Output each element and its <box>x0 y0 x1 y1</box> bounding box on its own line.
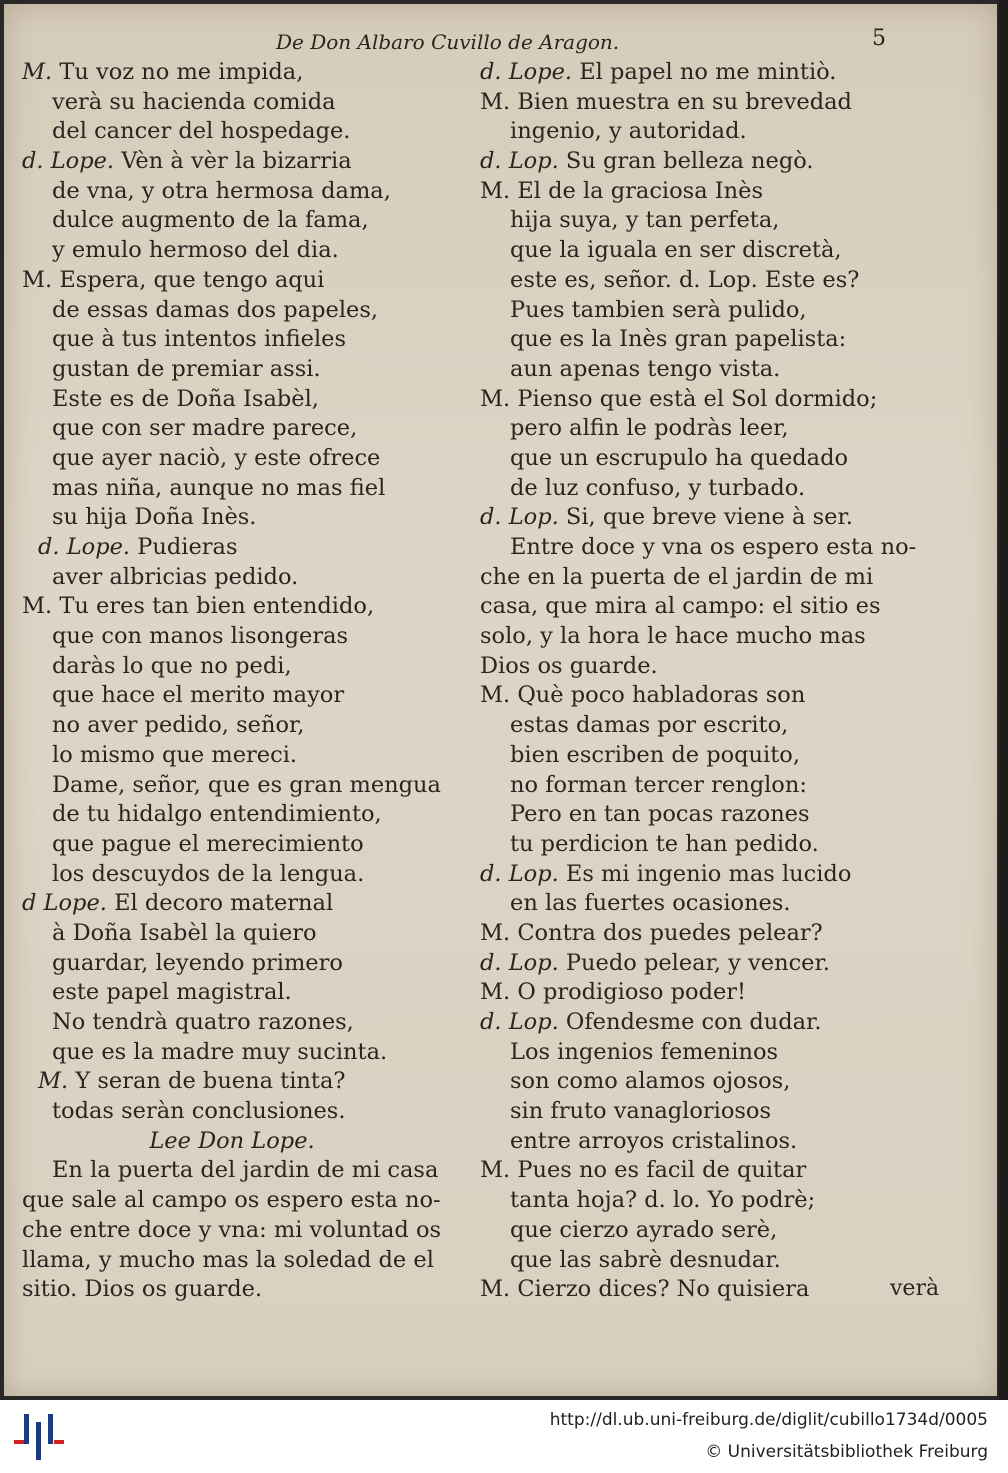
page-number: 5 <box>872 26 886 51</box>
text-line <box>480 355 940 385</box>
text-line <box>480 711 940 741</box>
text-line <box>22 1246 482 1276</box>
verse-text: Dame, señor, que es gran mengua <box>52 771 441 798</box>
text-line <box>22 1008 482 1038</box>
text-line <box>480 1008 940 1038</box>
verse-text: tanta hoja? d. lo. Yo podrè; <box>510 1187 816 1214</box>
verse-text: que las sabrè desnudar. <box>510 1246 781 1273</box>
text-line <box>480 830 940 860</box>
text-line <box>22 741 482 771</box>
text-line <box>480 177 940 207</box>
verse-text: daràs lo que no pedi, <box>52 652 292 679</box>
text-line <box>22 1186 482 1216</box>
text-line <box>480 771 940 801</box>
verse-text: Pues tambien serà pulido, <box>510 296 807 323</box>
text-line <box>22 385 482 415</box>
text-line <box>22 206 482 236</box>
verse-text: Lee Don Lope. <box>149 1127 315 1154</box>
left-text-column <box>22 58 482 1305</box>
text-line <box>22 355 482 385</box>
text-line <box>480 1186 940 1216</box>
verse-text: M. Pienso que està el Sol dormido; <box>480 385 878 412</box>
speaker-label: d Lope. <box>22 890 107 917</box>
text-line <box>22 681 482 711</box>
verse-text: Dios os guarde. <box>480 652 658 679</box>
verse-text: No tendrà quatro razones, <box>52 1009 354 1035</box>
verse-text: que cierzo ayrado serè, <box>510 1216 778 1243</box>
text-line <box>22 949 482 979</box>
text-line <box>480 889 940 919</box>
text-line <box>480 1156 940 1186</box>
verse-text: bien escriben de poquito, <box>510 741 800 768</box>
verse-text: que ayer naciò, y este ofrece <box>52 444 381 471</box>
verse-text: que con manos lisongeras <box>52 623 349 650</box>
verse-text: Si, que breve viene à ser. <box>565 504 853 531</box>
verse-text: M. Què poco habladoras son <box>480 682 806 709</box>
speaker-label: d. Lop. <box>480 148 559 175</box>
verse-text: ingenio, y autoridad. <box>510 118 747 145</box>
verse-text: los descuydos de la lengua. <box>52 860 365 887</box>
verse-text: pero alfin le podràs leer, <box>510 415 789 442</box>
text-line <box>480 206 940 236</box>
text-line <box>480 58 940 88</box>
speaker-label: d. Lop. <box>480 1009 559 1035</box>
verse-text: à Doña Isabèl la quiero <box>52 919 317 946</box>
verse-text: M. Tu eres tan bien entendido, <box>22 593 375 620</box>
text-line <box>480 949 940 979</box>
text-line <box>22 1216 482 1246</box>
text-line <box>22 1097 482 1127</box>
ub-freiburg-logo-icon <box>14 1414 64 1460</box>
verse-text: llama, y mucho mas la soledad de el <box>22 1246 434 1273</box>
verse-text: El decoro maternal <box>114 890 334 917</box>
text-line <box>480 919 940 949</box>
verse-text: En la puerta del jardin de mi casa <box>52 1157 439 1184</box>
text-line <box>22 474 482 504</box>
verse-text: todas seràn conclusiones. <box>52 1098 346 1125</box>
text-line <box>480 1127 940 1157</box>
verse-text: que sale al campo os espero esta no- <box>22 1187 441 1214</box>
verse-text: Tu voz no me impida, <box>59 59 304 85</box>
text-line <box>22 414 482 444</box>
verse-text: M. Contra dos puedes pelear? <box>480 919 823 946</box>
verse-text: che en la puerta de el jardin de mi <box>480 563 874 590</box>
source-url[interactable]: http://dl.ub.uni-freiburg.de/diglit/cubillo1734d/0005 <box>549 1410 988 1430</box>
text-line <box>480 474 940 504</box>
text-line <box>22 800 482 830</box>
verse-text: no aver pedido, señor, <box>52 712 305 739</box>
text-line <box>22 236 482 266</box>
text-line <box>22 889 482 919</box>
verse-text: que un escrupulo ha quedado <box>510 444 849 471</box>
text-line <box>480 117 940 147</box>
verse-text: dulce augmento de la fama, <box>52 207 369 234</box>
verse-text: che entre doce y vna: mi voluntad os <box>22 1216 442 1243</box>
text-line <box>480 1097 940 1127</box>
text-line <box>480 563 940 593</box>
text-line <box>22 58 482 88</box>
text-line <box>480 385 940 415</box>
verse-text: no forman tercer renglon: <box>510 771 807 798</box>
text-line <box>22 563 482 593</box>
text-line <box>480 592 940 622</box>
speaker-label: M. <box>22 59 53 85</box>
text-line <box>480 622 940 652</box>
verse-text: que es la madre muy sucinta. <box>52 1038 388 1065</box>
verse-text: que con ser madre parece, <box>52 415 358 442</box>
verse-text: Puedo pelear, y vencer. <box>565 949 830 976</box>
text-line <box>480 1067 940 1097</box>
verse-text: son como alamos ojosos, <box>510 1068 791 1095</box>
book-spine-edge <box>999 0 1008 1400</box>
text-line <box>22 147 482 177</box>
text-line <box>22 533 482 563</box>
viewer-footer <box>0 1400 1008 1473</box>
speaker-label: d. Lope. <box>38 534 131 560</box>
text-line <box>480 147 940 177</box>
text-line <box>480 444 940 474</box>
verse-text: Su gran belleza negò. <box>565 148 814 175</box>
text-line <box>22 296 482 326</box>
verse-text: M. Bien muestra en su brevedad <box>480 88 852 115</box>
verse-text: casa, que mira al campo: el sitio es <box>480 593 881 620</box>
text-line <box>480 414 940 444</box>
text-line <box>22 1275 482 1305</box>
verse-text: Vèn à vèr la bizarria <box>121 148 352 175</box>
speaker-label: M. <box>38 1068 69 1095</box>
text-line <box>480 681 940 711</box>
speaker-label: d. Lope. <box>22 148 115 175</box>
verse-text: que à tus intentos infieles <box>52 326 347 353</box>
verse-text: hija suya, y tan perfeta, <box>510 207 780 234</box>
verse-text: sin fruto vanagloriosos <box>510 1098 772 1125</box>
text-line <box>480 88 940 118</box>
text-line <box>22 1067 482 1097</box>
speaker-label: d. Lop. <box>480 504 559 531</box>
text-line <box>22 652 482 682</box>
verse-text: M. El de la graciosa Inès <box>480 177 764 204</box>
text-line <box>480 800 940 830</box>
verse-text: Es mi ingenio mas lucido <box>565 860 852 887</box>
verse-text: M. Espera, que tengo aqui <box>22 266 325 293</box>
verse-text: El papel no me mintiò. <box>579 59 837 85</box>
text-line <box>22 503 482 533</box>
verse-text: Este es de Doña Isabèl, <box>52 385 319 412</box>
text-line <box>22 771 482 801</box>
verse-text: aver albricias pedido. <box>52 563 299 590</box>
text-line <box>480 741 940 771</box>
text-line <box>22 266 482 296</box>
text-line <box>480 652 940 682</box>
text-line <box>480 1038 940 1068</box>
book-page <box>4 4 997 1396</box>
verse-text: verà su hacienda comida <box>52 88 336 115</box>
verse-text: que es la Inès gran papelista: <box>510 326 847 353</box>
text-line <box>22 117 482 147</box>
verse-text: gustan de premiar assi. <box>52 355 321 382</box>
text-line <box>480 503 940 533</box>
text-line <box>22 325 482 355</box>
text-line <box>480 1275 940 1305</box>
text-line <box>22 711 482 741</box>
verse-text: su hija Doña Inès. <box>52 504 257 531</box>
text-line <box>480 266 940 296</box>
text-line <box>480 296 940 326</box>
text-line <box>22 1038 482 1068</box>
verse-text: de essas damas dos papeles, <box>52 296 379 323</box>
verse-text: guardar, leyendo primero <box>52 949 343 976</box>
text-line <box>22 592 482 622</box>
speaker-label: d. Lop. <box>480 949 559 976</box>
catchword: verà <box>890 1276 940 1301</box>
text-line <box>22 1127 482 1157</box>
verse-text: M. Cierzo dices? No quisiera <box>480 1276 810 1303</box>
speaker-label: d. Lop. <box>480 860 559 887</box>
text-line <box>480 860 940 890</box>
text-line <box>480 533 940 563</box>
verse-text: de vna, y otra hermosa dama, <box>52 177 391 204</box>
verse-text: de tu hidalgo entendimiento, <box>52 801 382 828</box>
verse-text: entre arroyos cristalinos. <box>510 1127 798 1154</box>
verse-text: tu perdicion te han pedido. <box>510 830 819 857</box>
verse-text: Y seran de buena tinta? <box>75 1068 346 1095</box>
verse-text: Los ingenios femeninos <box>510 1038 779 1065</box>
verse-text: solo, y la hora le hace mucho mas <box>480 623 866 650</box>
text-line <box>22 88 482 118</box>
verse-text: y emulo hermoso del dia. <box>52 237 339 264</box>
verse-text: Ofendesme con dudar. <box>565 1009 822 1035</box>
copyright-notice: © Universitätsbibliothek Freiburg <box>705 1442 988 1462</box>
verse-text: este papel magistral. <box>52 979 292 1006</box>
verse-text: Pudieras <box>137 534 238 560</box>
verse-text: que hace el merito mayor <box>52 682 345 709</box>
verse-text: mas niña, aunque no mas fiel <box>52 474 386 501</box>
speaker-label: d. Lope. <box>480 59 573 85</box>
verse-text: lo mismo que mereci. <box>52 741 298 768</box>
verse-text: M. Pues no es facil de quitar <box>480 1157 807 1184</box>
verse-text: Pero en tan pocas razones <box>510 801 810 828</box>
text-line <box>22 1156 482 1186</box>
text-line <box>22 978 482 1008</box>
verse-text: que la iguala en ser discretà, <box>510 237 842 264</box>
verse-text: de luz confuso, y turbado. <box>510 474 806 501</box>
right-text-column <box>480 58 940 1305</box>
verse-text: sitio. Dios os guarde. <box>22 1276 263 1303</box>
verse-text: Entre doce y vna os espero esta no- <box>510 534 917 560</box>
running-title: De Don Albaro Cuvillo de Aragon. <box>276 30 620 54</box>
text-line <box>22 919 482 949</box>
verse-text: estas damas por escrito, <box>510 712 789 739</box>
verse-text: aun apenas tengo vista. <box>510 355 781 382</box>
verse-text: del cancer del hospedage. <box>52 118 351 145</box>
text-line <box>480 325 940 355</box>
verse-text: M. O prodigioso poder! <box>480 979 747 1006</box>
text-line <box>22 177 482 207</box>
text-line <box>22 860 482 890</box>
verse-text: en las fuertes ocasiones. <box>510 890 791 917</box>
verse-text: este es, señor. d. Lop. Este es? <box>510 266 860 293</box>
text-line <box>22 444 482 474</box>
text-line <box>480 236 940 266</box>
text-line <box>22 830 482 860</box>
text-line <box>480 1216 940 1246</box>
verse-text: que pague el merecimiento <box>52 830 364 857</box>
text-line <box>480 978 940 1008</box>
text-line <box>22 622 482 652</box>
text-line <box>480 1246 940 1276</box>
